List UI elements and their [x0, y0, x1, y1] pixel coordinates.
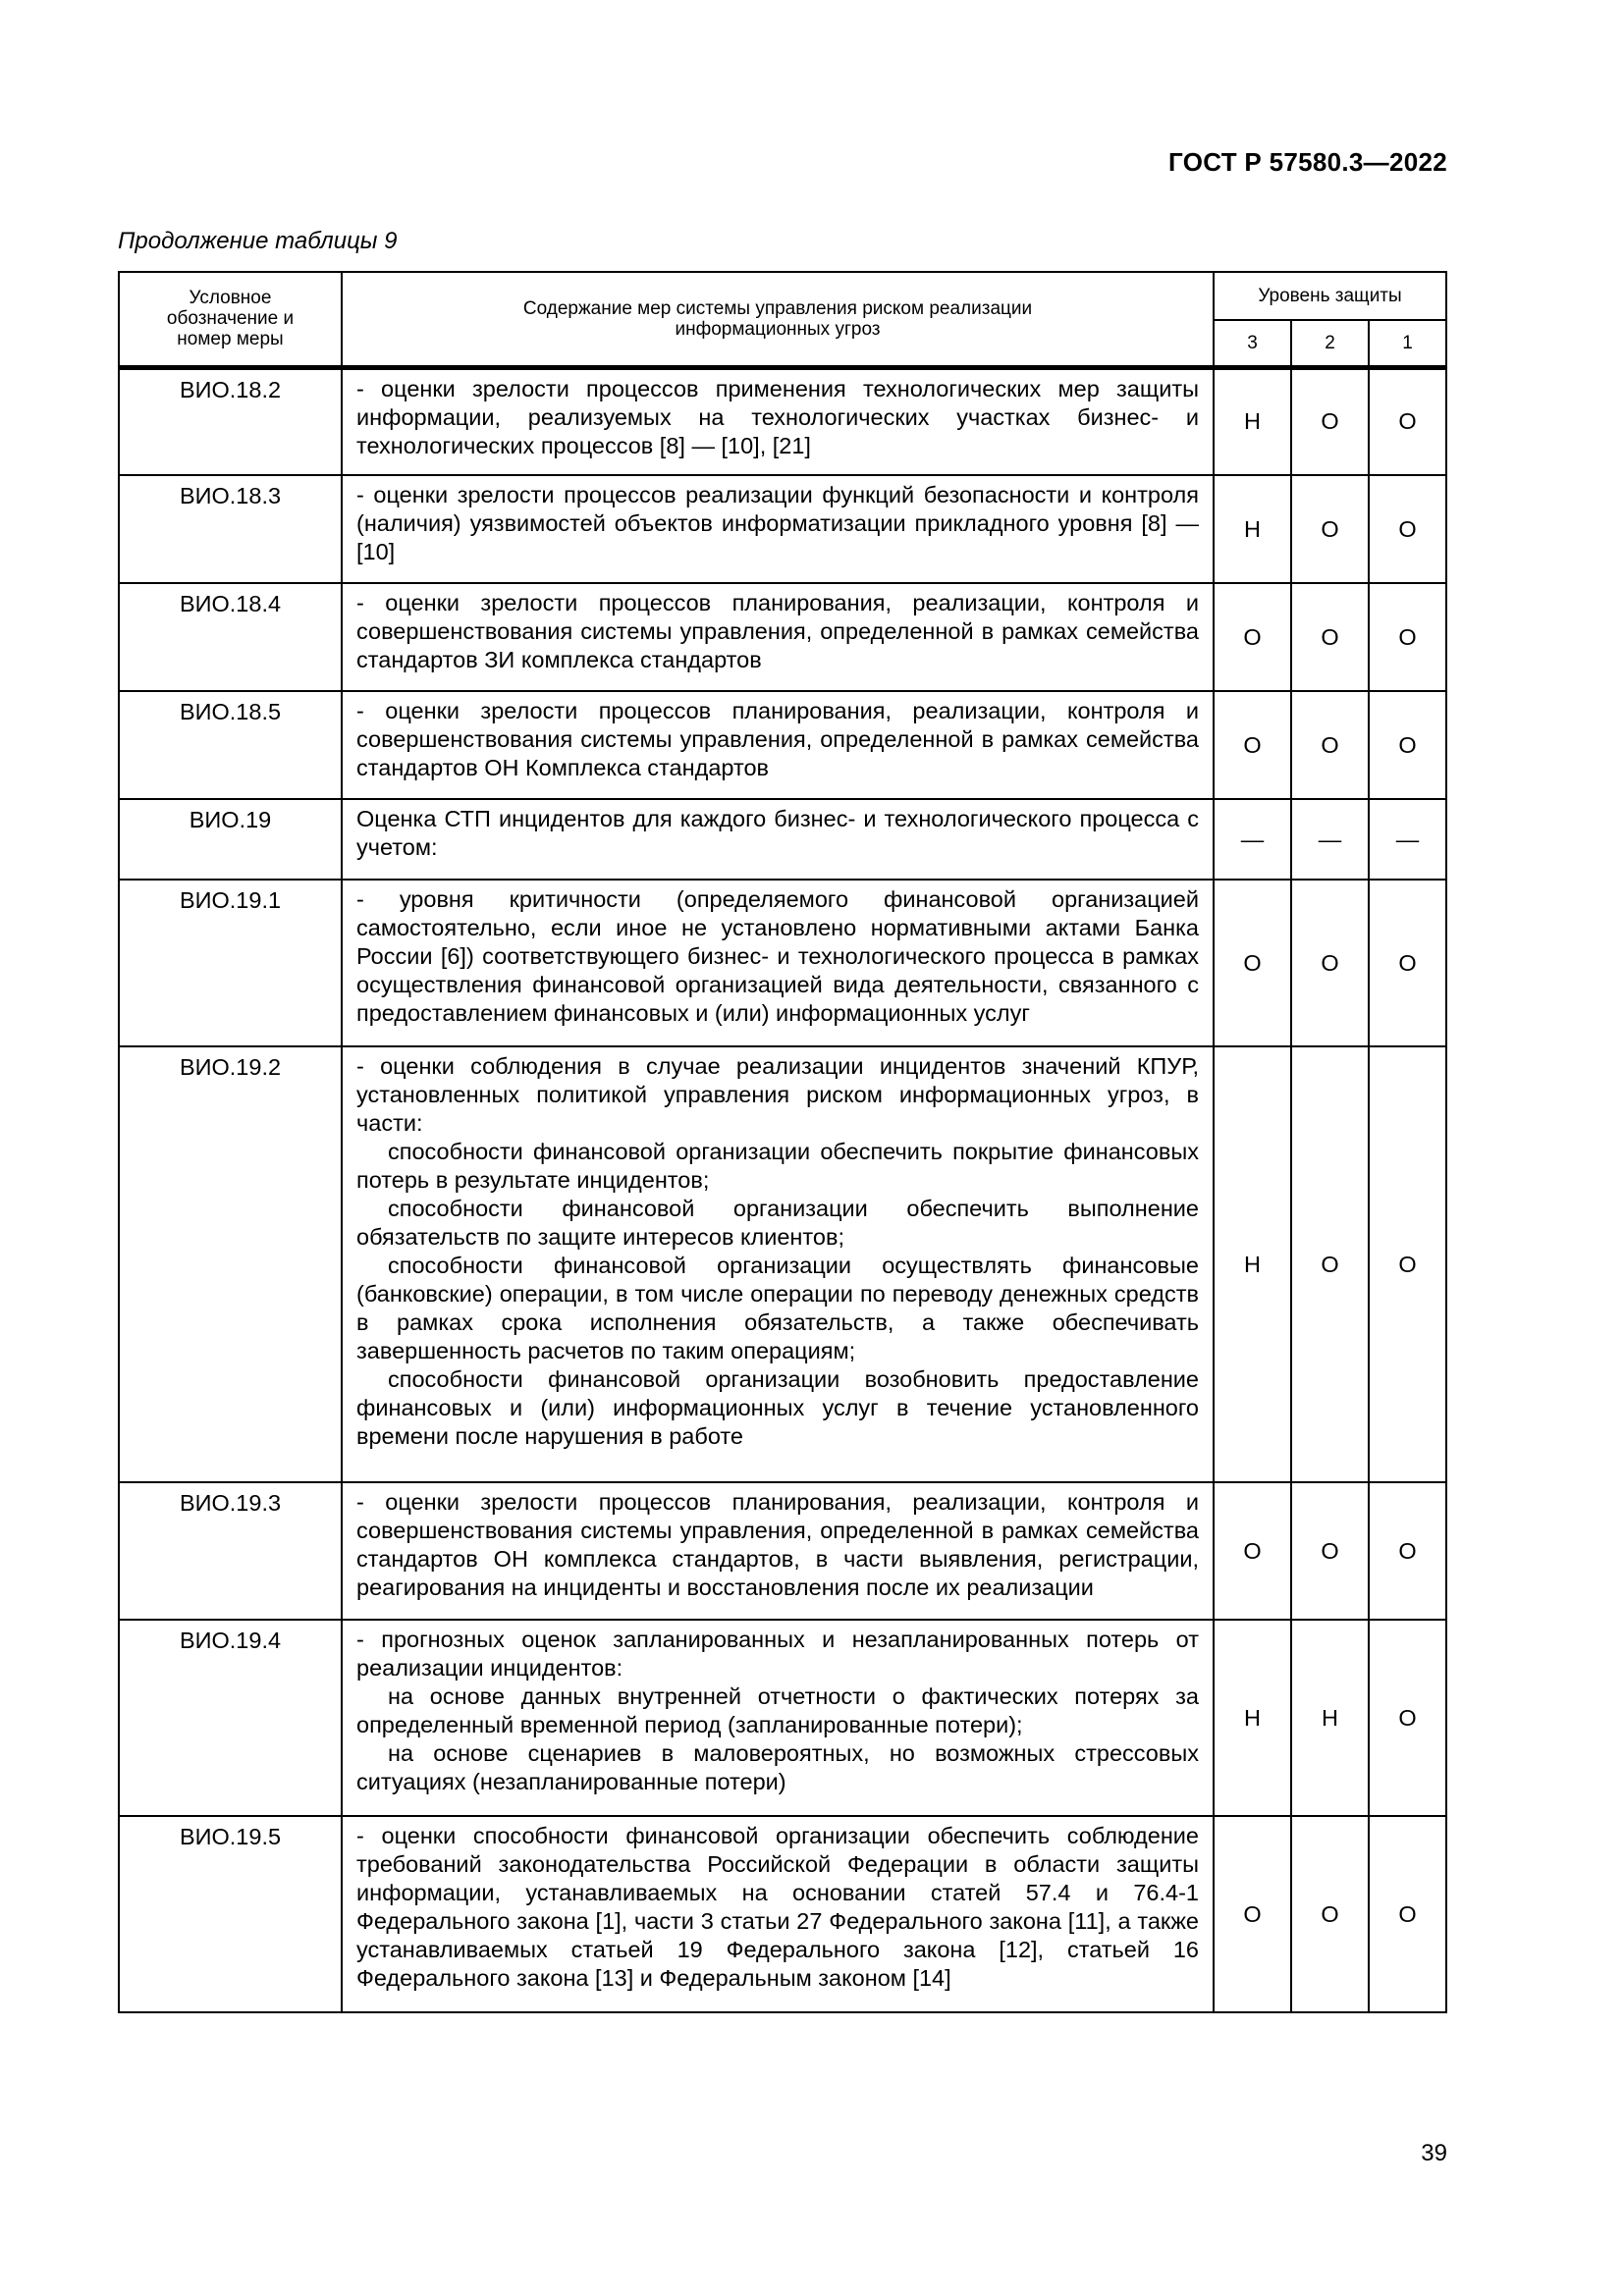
level-2-value: О: [1291, 1482, 1369, 1620]
measure-paragraph: - оценки зрелости процессов реализации функций безопасности и контроля (наличия) уязвимостей объектов информатизации прикладного уровня [8] — [10]: [356, 482, 1199, 564]
column-header-code: Условное обозначение и номер меры: [119, 272, 342, 367]
measure-paragraph: - оценки зрелости процессов планирования, реализации, контроля и совершенствования системы управления, определенной в рамках семейства стандартов ОН Комплекса стандартов: [356, 698, 1199, 780]
measure-paragraph: способности финансовой организации обеспечить покрытие финансовых потерь в результате инцидентов;: [356, 1139, 1199, 1193]
level-2-value: —: [1291, 799, 1369, 880]
level-3-value: О: [1214, 880, 1291, 1046]
measure-code: ВИО.19.5: [119, 1816, 342, 2012]
table-row: [119, 1620, 1446, 1816]
level-3-value: Н: [1214, 475, 1291, 583]
level-1-value: О: [1369, 880, 1446, 1046]
measure-content: [342, 475, 1214, 583]
level-2-value: О: [1291, 583, 1369, 691]
measure-content: [342, 880, 1214, 1046]
measure-code: ВИО.19: [119, 799, 342, 880]
measure-code: ВИО.18.4: [119, 583, 342, 691]
measure-content: [342, 691, 1214, 799]
measure-code: ВИО.18.3: [119, 475, 342, 583]
table-row: [119, 1482, 1446, 1620]
level-3-value: Н: [1214, 1620, 1291, 1816]
measure-paragraph: способности финансовой организации возобновить предоставление финансовых и (или) информационных услуг в течение установленного времени после нарушения в работе: [356, 1366, 1199, 1449]
table-row: [119, 1816, 1446, 2012]
measure-code: ВИО.19.1: [119, 880, 342, 1046]
measure-code: ВИО.18.5: [119, 691, 342, 799]
level-2-value: О: [1291, 880, 1369, 1046]
measure-paragraph: - оценки зрелости процессов применения технологических мер защиты информации, реализуемых на технологических участках бизнес- и технологических процессов [8] — [10], [21]: [356, 375, 1199, 458]
table-body: [119, 367, 1446, 2012]
level-3-value: О: [1214, 691, 1291, 799]
measure-paragraph: - оценки зрелости процессов планирования, реализации, контроля и совершенствования системы управления, определенной в рамках семейства стандартов ЗИ комплекса стандартов: [356, 590, 1199, 672]
level-2-value: О: [1291, 1816, 1369, 2012]
measure-paragraph: способности финансовой организации обеспечить выполнение обязательств по защите интересов клиентов;: [356, 1196, 1199, 1250]
measure-code: ВИО.19.4: [119, 1620, 342, 1816]
table-row: [119, 475, 1446, 583]
measure-paragraph: на основе сценариев в маловероятных, но возможных стрессовых ситуациях (незапланированные потери): [356, 1740, 1199, 1794]
column-header-levels: Уровень защиты: [1214, 272, 1446, 320]
level-1-value: О: [1369, 1046, 1446, 1482]
measure-content: [342, 583, 1214, 691]
measure-content: [342, 1046, 1214, 1482]
level-1-value: —: [1369, 799, 1446, 880]
page-number: 39: [1421, 2140, 1447, 2166]
level-2-value: О: [1291, 367, 1369, 475]
table-row: [119, 1046, 1446, 1482]
table-row: [119, 583, 1446, 691]
level-3-value: О: [1214, 1816, 1291, 2012]
level-3-value: О: [1214, 583, 1291, 691]
level-2-value: Н: [1291, 1620, 1369, 1816]
measure-code: ВИО.18.2: [119, 367, 342, 475]
level-3-header: 3: [1214, 320, 1291, 367]
level-1-value: О: [1369, 1482, 1446, 1620]
level-2-header: 2: [1291, 320, 1369, 367]
table-row: [119, 880, 1446, 1046]
level-1-value: О: [1369, 1816, 1446, 2012]
table-row: [119, 367, 1446, 475]
measure-content: [342, 367, 1214, 475]
measures-table: [118, 271, 1447, 2013]
measure-paragraph: Оценка СТП инцидентов для каждого бизнес- и технологического процесса с учетом:: [356, 806, 1199, 860]
table-row: [119, 691, 1446, 799]
level-1-value: О: [1369, 367, 1446, 475]
measure-content: [342, 799, 1214, 880]
level-3-value: Н: [1214, 1046, 1291, 1482]
measure-code: ВИО.19.3: [119, 1482, 342, 1620]
level-3-value: —: [1214, 799, 1291, 880]
level-1-value: О: [1369, 1620, 1446, 1816]
measure-paragraph: - оценки зрелости процессов планирования, реализации, контроля и совершенствования системы управления, определенной в рамках семейства стандартов ОН комплекса стандартов, в части выявления, регистрации, реагирования на инциденты и восстановления после их реализации: [356, 1489, 1199, 1600]
level-1-value: О: [1369, 583, 1446, 691]
measure-content: [342, 1816, 1214, 2012]
column-header-content: Содержание мер системы управления риском реализации информационных угроз: [342, 272, 1214, 367]
measure-paragraph: - уровня критичности (определяемого финансовой организацией самостоятельно, если иное не установлено нормативными актами Банка России [6]) соответствующего бизнес- и технологического процесса в рамках осуществления финансовой организацией вида деятельности, связанного с предоставлением финансовых и (или) информационных услуг: [356, 886, 1199, 1026]
measure-content: [342, 1620, 1214, 1816]
level-1-header: 1: [1369, 320, 1446, 367]
measure-paragraph: - оценки способности финансовой организации обеспечить соблюдение требований законодательства Российской Федерации в области защиты информации, устанавливаемых на основании статей 57.4 и 76.4-1 Федерального закона [1], части 3 статьи 27 Федерального закона [11], а также устанавливаемых статьей 19 Федерального закона [12], статьей 16 Федерального закона [13] и Федеральным законом [14]: [356, 1823, 1199, 1991]
level-1-value: О: [1369, 691, 1446, 799]
measure-code: ВИО.19.2: [119, 1046, 342, 1482]
measure-paragraph: - прогнозных оценок запланированных и незапланированных потерь от реализации инцидентов:: [356, 1627, 1199, 1681]
measure-paragraph: на основе данных внутренней отчетности о фактических потерях за определенный временной период (запланированные потери);: [356, 1683, 1199, 1737]
level-2-value: О: [1291, 475, 1369, 583]
table-row: [119, 799, 1446, 880]
level-1-value: О: [1369, 475, 1446, 583]
measure-content: [342, 1482, 1214, 1620]
level-3-value: Н: [1214, 367, 1291, 475]
level-2-value: О: [1291, 1046, 1369, 1482]
level-3-value: О: [1214, 1482, 1291, 1620]
measure-paragraph: способности финансовой организации осуществлять финансовые (банковские) операции, в том числе операции по переводу денежных средств в рамках срока исполнения обязательств, а также обеспечивать завершенность расчетов по таким операциям;: [356, 1253, 1199, 1363]
table-caption: Продолжение таблицы 9: [118, 228, 398, 254]
standard-code: ГОСТ Р 57580.3—2022: [1168, 147, 1447, 177]
level-2-value: О: [1291, 691, 1369, 799]
measure-paragraph: - оценки соблюдения в случае реализации инцидентов значений КПУР, установленных политикой управления риском информационных угроз, в части:: [356, 1053, 1199, 1136]
